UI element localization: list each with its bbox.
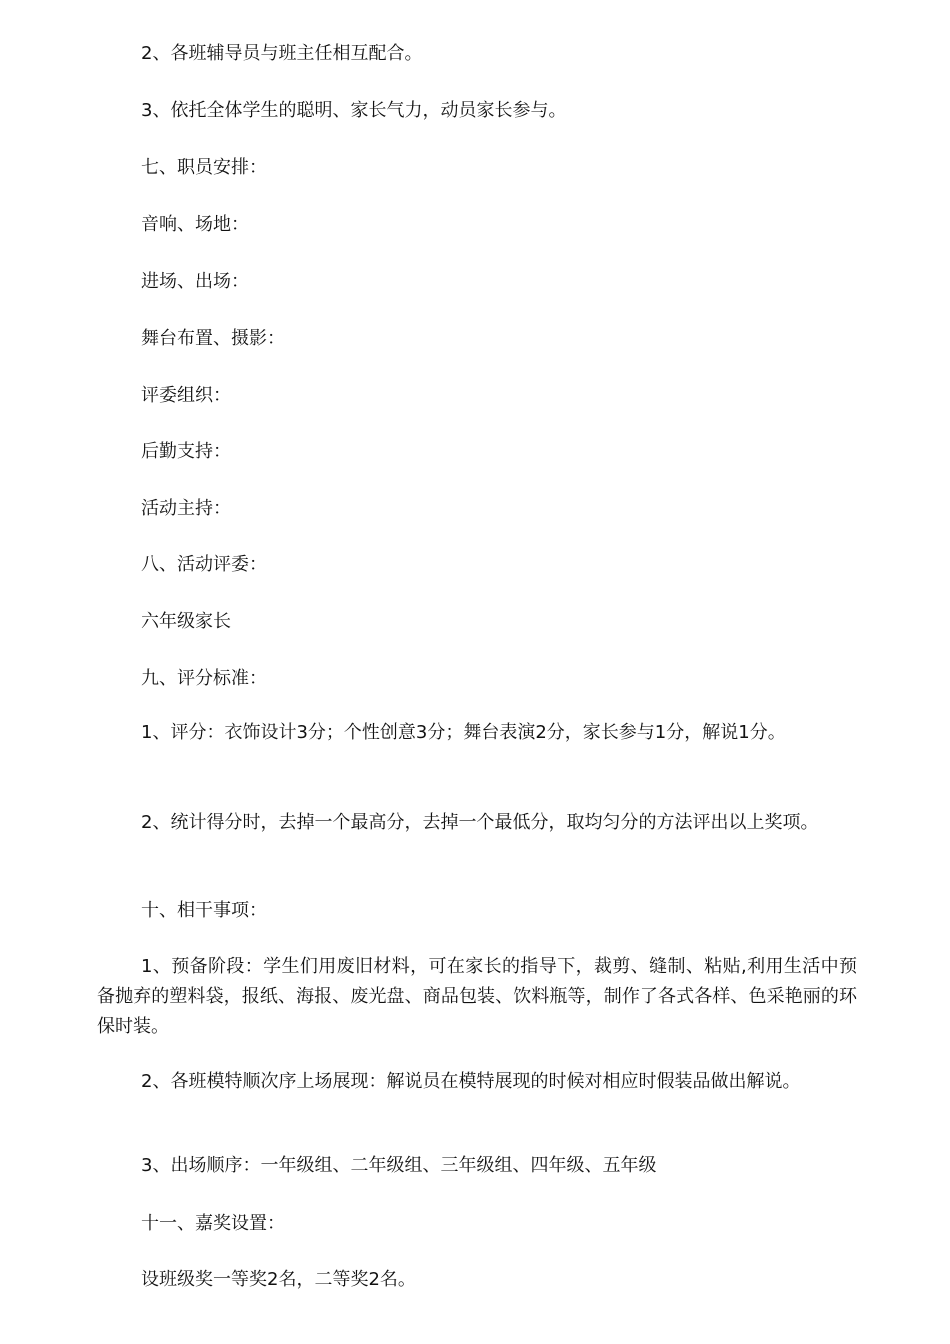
section-heading: 十、相干事项： <box>141 900 267 921</box>
section-heading: 十一、嘉奖设置： <box>141 1213 285 1234</box>
section-heading: 七、职员安排： <box>141 157 267 178</box>
section-heading: 九、评分标准： <box>141 668 267 689</box>
paragraph: 3、依托全体学生的聪明、家长气力，动员家长参与。 <box>141 100 567 121</box>
paragraph: 音响、场地： <box>141 214 249 235</box>
paragraph: 设班级奖一等奖2名，二等奖2名。 <box>141 1269 416 1290</box>
paragraph: 1、评分：衣饰设计3分；个性创意3分；舞台表演2分，家长参与1分，解说1分。 <box>141 722 786 743</box>
section-heading: 八、活动评委： <box>141 554 267 575</box>
paragraph: 活动主持： <box>141 498 231 519</box>
paragraph: 1、预备阶段：学生们用废旧材料，可在家长的指导下，裁剪、缝制、粘贴,利用生活中预备抛弃的塑料袋，报纸、海报、废光盘、商品包装、饮料瓶等，制作了各式各样、色采艳丽的环保时装。 <box>97 956 857 1037</box>
paragraph: 2、各班辅导员与班主任相互配合。 <box>141 43 423 64</box>
paragraph: 评委组织： <box>141 385 231 406</box>
paragraph: 六年级家长 <box>141 611 231 632</box>
paragraph: 2、各班模特顺次序上场展现：解说员在模特展现的时候对相应时假装品做出解说。 <box>141 1071 801 1092</box>
paragraph: 舞台布置、摄影： <box>141 328 285 349</box>
paragraph: 进场、出场： <box>141 271 249 292</box>
paragraph: 2、统计得分时，去掉一个最高分，去掉一个最低分，取均匀分的方法评出以上奖项。 <box>141 812 819 833</box>
paragraph: 后勤支持： <box>141 441 231 462</box>
paragraph: 3、出场顺序：一年级组、二年级组、三年级组、四年级、五年级 <box>141 1155 657 1176</box>
